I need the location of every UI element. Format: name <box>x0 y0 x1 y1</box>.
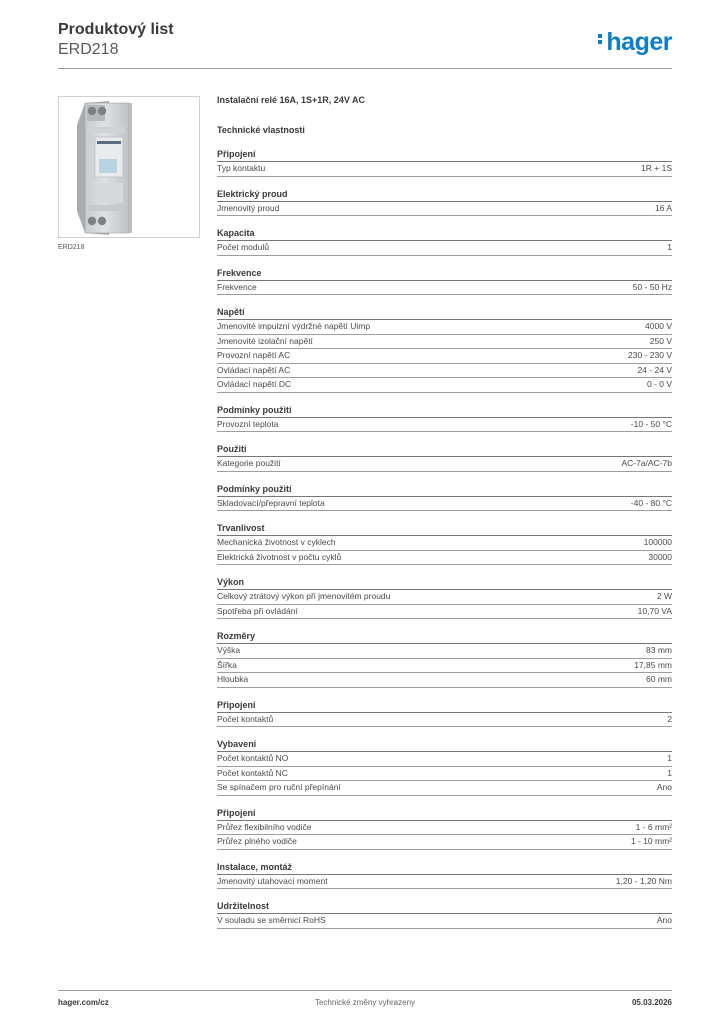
spec-label: Počet kontaktů NC <box>217 767 288 778</box>
spec-value: Ano <box>656 782 672 792</box>
footer-date: 05.03.2026 <box>631 998 672 1007</box>
spec-value: 2 <box>667 713 672 724</box>
spec-section <box>217 808 672 850</box>
section-title: Připojení <box>217 808 672 821</box>
spec-row <box>217 202 672 217</box>
section-title: Kapacita <box>217 228 672 241</box>
product-description: Instalační relé 16A, 1S+1R, 24V AC <box>217 95 365 105</box>
spec-section <box>217 739 672 796</box>
spec-label: V souladu se směrnicí RoHS <box>217 915 326 925</box>
spec-label: Mechanická životnost v cyklech <box>217 537 336 547</box>
spec-row <box>217 914 672 929</box>
spec-value: -10 - 50 °C <box>630 418 672 429</box>
spec-label: Se spínačem pro ruční přepínání <box>217 782 341 792</box>
spec-row <box>217 875 672 890</box>
spec-row <box>217 364 672 379</box>
section-title: Instalace, montáž <box>217 862 672 875</box>
spec-label: Průřez flexibilního vodiče <box>217 821 312 832</box>
spec-row <box>217 335 672 350</box>
spec-value: 10,70 VA <box>637 605 672 616</box>
spec-section <box>217 307 672 393</box>
section-title: Rozměry <box>217 631 672 644</box>
spec-section <box>217 862 672 890</box>
spec-label: Skladovací/přepravní teplota <box>217 497 325 508</box>
spec-row <box>217 605 672 620</box>
spec-value: 1 <box>667 767 672 778</box>
section-title: Podmínky použití <box>217 405 672 418</box>
spec-sections <box>217 149 672 929</box>
spec-label: Počet modulů <box>217 242 269 252</box>
logo-text: hager <box>606 28 672 56</box>
spec-value: 24 - 24 V <box>637 364 672 375</box>
spec-value: 1R + 1S <box>641 163 672 173</box>
section-title: Frekvence <box>217 268 672 281</box>
spec-section <box>217 444 672 472</box>
spec-label: Jmenovitý utahovací moment <box>217 875 328 886</box>
spec-label: Provozní napětí AC <box>217 350 291 360</box>
spec-label: Jmenovité impulzní výdržné napětí Uimp <box>217 321 371 331</box>
spec-row <box>217 378 672 393</box>
spec-label: Počet kontaktů <box>217 713 274 724</box>
spec-label: Šířka <box>217 659 237 670</box>
header <box>58 20 174 60</box>
spec-value: 1 - 6 mm² <box>635 821 672 832</box>
spec-label: Průřez plného vodiče <box>217 836 297 846</box>
section-title: Napětí <box>217 307 672 320</box>
footer <box>58 998 672 1010</box>
spec-label: Spotřeba při ovládání <box>217 605 298 616</box>
spec-row <box>217 497 672 512</box>
spec-value: 16 A <box>654 202 672 213</box>
spec-section <box>217 268 672 296</box>
spec-row <box>217 457 672 472</box>
spec-row <box>217 536 672 551</box>
spec-section <box>217 189 672 217</box>
spec-label: Provozní teplota <box>217 418 279 429</box>
relay-device-icon <box>59 97 199 237</box>
spec-row <box>217 835 672 850</box>
tech-properties-heading: Technické vlastnosti <box>217 125 305 135</box>
section-title: Udržitelnost <box>217 901 672 914</box>
spec-section <box>217 484 672 512</box>
page-title: Produktový list <box>58 21 174 38</box>
section-title: Trvanlivost <box>217 523 672 536</box>
spec-label: Celkový ztrátový výkon při jmenovitém proudu <box>217 591 391 601</box>
spec-value: 60 mm <box>646 674 672 684</box>
spec-row <box>217 241 672 256</box>
product-code: ERD218 <box>58 41 119 58</box>
spec-section <box>217 228 672 256</box>
spec-value: 1 <box>667 242 672 252</box>
spec-row <box>217 644 672 659</box>
product-details <box>217 93 672 929</box>
product-image <box>58 96 200 238</box>
spec-label: Výška <box>217 645 241 655</box>
header-divider <box>58 68 672 69</box>
spec-label: Ovládací napětí AC <box>217 364 291 375</box>
spec-row <box>217 767 672 782</box>
spec-row <box>217 659 672 674</box>
footer-website-link[interactable]: hager.com/cz <box>58 998 109 1007</box>
spec-section <box>217 577 672 619</box>
spec-label: Počet kontaktů NO <box>217 753 289 763</box>
spec-value: 1 <box>667 753 672 763</box>
section-title: Vybavení <box>217 739 672 752</box>
spec-value: Ano <box>656 915 672 925</box>
footer-divider <box>58 990 672 991</box>
spec-value: 0 - 0 V <box>646 379 672 389</box>
hager-logo[interactable] <box>598 27 672 57</box>
spec-label: Elektrická životnost v počtu cyklů <box>217 551 342 562</box>
spec-section <box>217 523 672 565</box>
spec-row <box>217 590 672 605</box>
section-title: Připojení <box>217 149 672 162</box>
spec-label: Kategorie použití <box>217 458 281 468</box>
spec-label: Frekvence <box>217 281 257 292</box>
spec-value: 1,20 - 1,20 Nm <box>615 875 672 886</box>
section-title: Připojení <box>217 700 672 713</box>
spec-row <box>217 673 672 688</box>
spec-section <box>217 901 672 929</box>
spec-value: 1 - 10 mm² <box>630 836 672 846</box>
spec-value: 230 - 230 V <box>628 350 672 360</box>
spec-value: AC-7a/AC-7b <box>621 458 672 468</box>
spec-value: 250 V <box>649 335 672 346</box>
spec-label: Hloubka <box>217 674 249 684</box>
spec-value: 83 mm <box>646 645 672 655</box>
spec-value: 4000 V <box>645 321 672 331</box>
section-title: Výkon <box>217 577 672 590</box>
spec-row <box>217 418 672 433</box>
spec-value: 30000 <box>648 551 672 562</box>
spec-row <box>217 162 672 177</box>
spec-row <box>217 349 672 364</box>
footer-disclaimer: Technické změny vyhrazeny <box>314 998 416 1007</box>
spec-row <box>217 713 672 728</box>
spec-section <box>217 149 672 177</box>
spec-row <box>217 821 672 836</box>
spec-value: -40 - 80 °C <box>630 497 672 508</box>
section-title: Podmínky použití <box>217 484 672 497</box>
spec-value: 100000 <box>643 537 672 547</box>
section-title: Elektrický proud <box>217 189 672 202</box>
spec-row <box>217 551 672 566</box>
spec-section <box>217 405 672 433</box>
spec-label: Ovládací napětí DC <box>217 379 292 389</box>
spec-row <box>217 281 672 296</box>
spec-label: Jmenovité izolační napětí <box>217 335 313 346</box>
spec-row <box>217 752 672 767</box>
spec-label: Typ kontaktu <box>217 163 266 173</box>
spec-label: Jmenovitý proud <box>217 202 280 213</box>
section-title: Použití <box>217 444 672 457</box>
spec-row <box>217 320 672 335</box>
image-caption: ERD218 <box>58 244 85 251</box>
spec-row <box>217 781 672 796</box>
spec-section <box>217 700 672 728</box>
spec-value: 50 - 50 Hz <box>632 281 672 292</box>
spec-section <box>217 631 672 688</box>
spec-value: 2 W <box>656 591 672 601</box>
spec-value: 17,85 mm <box>634 659 672 670</box>
logo-dots-icon <box>598 32 603 46</box>
